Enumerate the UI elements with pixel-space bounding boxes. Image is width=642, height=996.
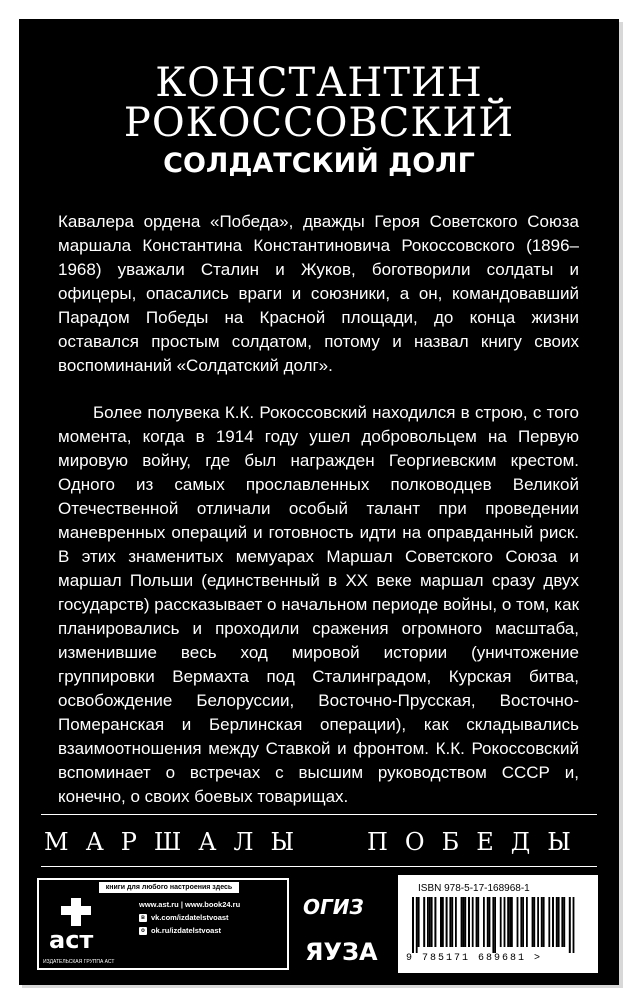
publisher-tagline: книги для любого настроения здесь: [99, 882, 239, 893]
barcode-bar: [451, 897, 453, 947]
barcode-bar: [569, 897, 571, 953]
barcode-bar: [548, 897, 550, 947]
barcode-bar: [434, 897, 436, 947]
barcode-bar: [446, 897, 448, 947]
barcode-bar: [477, 897, 479, 947]
book-back-cover: [19, 19, 619, 985]
barcode-bar: [492, 897, 494, 953]
barcode-bar: [500, 897, 502, 947]
barcode-bar: [423, 897, 425, 947]
barcode-bar: [517, 897, 519, 947]
barcode-bar: [464, 897, 466, 947]
page-edge-shadow: [619, 22, 623, 985]
barcode-bar: [416, 897, 418, 953]
barcode-bar: [507, 897, 509, 947]
barcode-bar: [440, 897, 442, 947]
barcode-bar: [558, 897, 560, 947]
series-divider-bottom: [41, 866, 597, 867]
author-first-name: КОНСТАНТИН: [155, 60, 483, 106]
vk-link-text: vk.com/izdatelstvoast: [151, 913, 229, 922]
ok-icon: о: [139, 927, 147, 935]
barcode-bar: [455, 897, 457, 947]
author-last-name: РОКОССОВСКИЙ: [123, 100, 515, 146]
barcode-bar: [526, 897, 528, 947]
barcode-bar: [504, 897, 506, 947]
barcode-bar: [543, 897, 545, 947]
vk-icon: в: [139, 914, 147, 922]
barcode-bar: [556, 897, 558, 947]
publisher-info-box: [37, 878, 289, 970]
series-word-2: ПОБЕДЫ: [367, 828, 588, 856]
barcode-bar: [427, 897, 429, 947]
series-word-1: МАРШАЛЫ: [44, 828, 312, 856]
barcode-bar: [429, 897, 431, 947]
ogiz-logo: ОГИЗ: [303, 895, 364, 919]
ast-logo-icon: [45, 896, 119, 954]
barcode-bar: [561, 897, 563, 947]
description-paragraph-1: Кавалера ордена «Победа», дважды Героя Советского Союза маршала Константина Константиновича Рокоссовского (1896–1968) уважали Сталин и Жуков, боготворили солдаты и офицеры, опасались враги и союзники, а он, командовавший Парадом Победы на Красной площади, до конца жизни оставался простым солдатом, потому и назвал книгу своих воспоминаний «Солдатский долг».: [58, 212, 579, 375]
publisher-sites[interactable]: [139, 898, 287, 911]
barcode-bar: [483, 897, 485, 947]
barcode-bar: [449, 897, 451, 947]
barcode-bar: [532, 897, 534, 947]
barcode-digits: 9 785171 689681 >: [406, 953, 543, 964]
barcode-bar: [489, 897, 491, 947]
barcode-bar: [461, 897, 463, 947]
barcode-bar: [511, 897, 513, 947]
publisher-sites-text: www.ast.ru | www.book24.ru: [139, 900, 241, 909]
barcode-bar: [472, 897, 474, 947]
barcode-bar: [412, 897, 414, 953]
series-divider-top: [41, 814, 597, 815]
barcode-bar: [442, 897, 444, 947]
series-name: [19, 827, 619, 857]
page-edge-shadow-bottom: [22, 985, 623, 988]
barcode-bar: [468, 897, 470, 947]
barcode-bar: [533, 897, 535, 947]
yauza-logo: ЯУЗА: [305, 938, 378, 966]
barcode-bar: [541, 897, 543, 947]
publisher-links: [139, 898, 287, 937]
barcode-bar: [520, 897, 522, 947]
barcode-bar: [563, 897, 565, 947]
barcode-bar: [494, 897, 496, 953]
barcode-bar: [522, 897, 524, 947]
barcode-bar: [509, 897, 511, 947]
ok-link[interactable]: [139, 924, 287, 937]
barcode-bar: [462, 897, 464, 947]
ast-logo-text: аст: [49, 926, 94, 954]
barcode-bar: [487, 897, 489, 947]
vk-link[interactable]: [139, 911, 287, 924]
barcode-bar: [573, 897, 575, 953]
barcode-icon: [412, 897, 584, 953]
ok-link-text: ok.ru/izdatelstvoast: [151, 926, 222, 935]
barcode-bar: [431, 897, 433, 947]
publisher-group-label: ИЗДАТЕЛЬСКАЯ ГРУППА АСТ: [43, 959, 115, 965]
isbn-text: ISBN 978-5-17-168968-1: [418, 883, 530, 894]
barcode-bar: [552, 897, 554, 947]
book-title: СОЛДАТСКИЙ ДОЛГ: [163, 148, 475, 179]
barcode-panel: [397, 874, 599, 974]
barcode-bar: [476, 897, 478, 947]
description-paragraph-2: Более полувека К.К. Рокоссовский находился в строю, с того момента, когда в 1914 году ушел добровольцем на Первую мировую войну, где был награжден Георгиевским крестом. Одного из самых прославленных полководцев Великой Отечественной отличали особый талант при проведении маневренных операций и готовность идти на оправданный риск. В этих знаменитых мемуарах Маршал Советского Союза и маршал Польши (единственный в XX веке маршал сразу двух государств) рассказывает о начальном периоде войны, о том, как планировались и проходили сражения огромного масштаба, изменившие весь ход мировой истории (уничтожение группировки Вермахта под Сталинградом, Курская битва, освобождение Белоруссии, Восточно-Прусская, Восточно-Померанская и Берлинская операции), как складывались взаимоотношения между Ставкой и фронтом. К.К. Рокоссовский вспоминает о встречах с высшим руководством СССР и, конечно, о своих боевых товарищах.: [58, 403, 579, 806]
barcode-bar: [537, 897, 539, 947]
imprint-logos: [299, 882, 378, 972]
barcode-bar: [418, 897, 420, 947]
